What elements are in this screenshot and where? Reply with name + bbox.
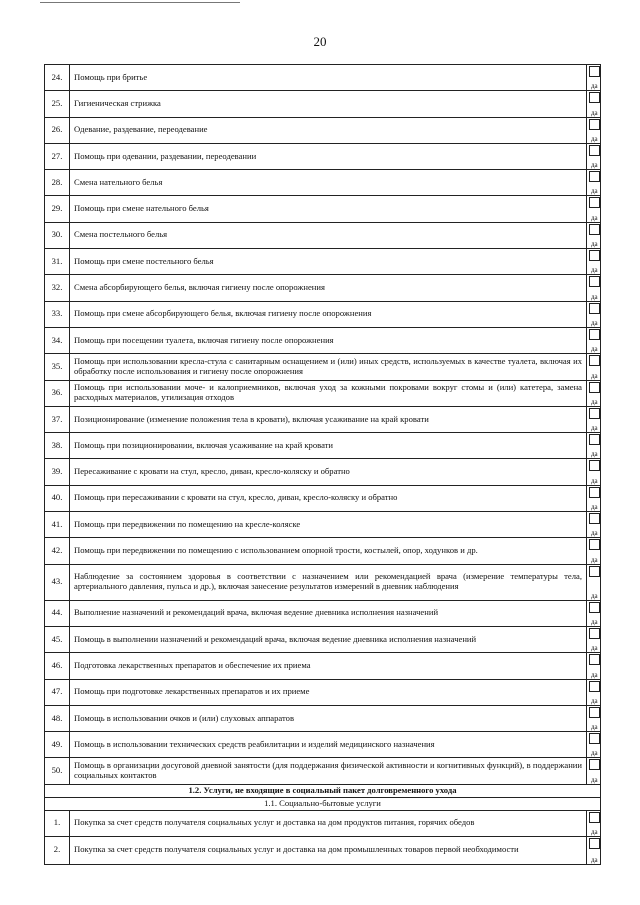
- checkbox-label: да: [591, 670, 598, 679]
- checkbox-cell: [587, 485, 601, 511]
- row-number: 30.: [45, 222, 70, 248]
- checkbox-cell: [587, 626, 601, 652]
- table-row: [45, 564, 601, 600]
- row-number: 42.: [45, 538, 70, 564]
- checkbox-cell: [587, 406, 601, 432]
- section-title: 1.2. Услуги, не входящие в социальный пакет долговременного ухода: [45, 784, 601, 797]
- table-row: [45, 538, 601, 564]
- row-number: 38.: [45, 433, 70, 459]
- checkbox-cell: [587, 249, 601, 275]
- yes-checkbox[interactable]: [589, 408, 600, 419]
- row-number: 1.: [45, 810, 70, 836]
- yes-checkbox[interactable]: [589, 276, 600, 287]
- checkbox-cell: [587, 810, 601, 836]
- table-row: [45, 65, 601, 91]
- checkbox-label: да: [591, 775, 598, 784]
- service-description: Смена нательного белья: [70, 170, 587, 196]
- yes-checkbox[interactable]: [589, 759, 600, 770]
- service-description: Наблюдение за состоянием здоровья в соответствии с назначением или рекомендацией врача (измерение температуры тела, артериального давления, пульса и др.), включая занесение результатов измерений в дневник наблюдения: [70, 564, 587, 600]
- checkbox-label: да: [591, 134, 598, 143]
- row-number: 43.: [45, 564, 70, 600]
- checkbox-label: да: [591, 591, 598, 600]
- checkbox-cell: [587, 653, 601, 679]
- checkbox-cell: [587, 564, 601, 600]
- checkbox-label: да: [591, 213, 598, 222]
- row-number: 46.: [45, 653, 70, 679]
- service-description: Подготовка лекарственных препаратов и обеспечение их приема: [70, 653, 587, 679]
- checkbox-label: да: [591, 450, 598, 459]
- checkbox-label: да: [591, 696, 598, 705]
- yes-checkbox[interactable]: [589, 812, 600, 823]
- table-row: [45, 327, 601, 353]
- checkbox-cell: [587, 679, 601, 705]
- row-number: 28.: [45, 170, 70, 196]
- checkbox-label: да: [591, 397, 598, 406]
- yes-checkbox[interactable]: [589, 197, 600, 208]
- top-rule: [40, 2, 240, 3]
- checkbox-cell: [587, 143, 601, 169]
- checkbox-cell: [587, 758, 601, 784]
- checkbox-label: да: [591, 345, 598, 354]
- service-description: Помощь при позиционировании, включая усаживание на край кровати: [70, 433, 587, 459]
- service-description: Одевание, раздевание, переодевание: [70, 117, 587, 143]
- checkbox-label: да: [591, 644, 598, 653]
- checkbox-cell: [587, 117, 601, 143]
- checkbox-cell: [587, 91, 601, 117]
- service-description: Покупка за счет средств получателя социальных услуг и доставка на дом продуктов питания, горячих обедов: [70, 810, 587, 836]
- checkbox-label: да: [591, 371, 598, 380]
- checkbox-label: да: [591, 503, 598, 512]
- yes-checkbox[interactable]: [589, 460, 600, 471]
- checkbox-cell: [587, 327, 601, 353]
- row-number: 49.: [45, 732, 70, 758]
- row-number: 35.: [45, 354, 70, 380]
- service-description: Покупка за счет средств получателя социальных услуг и доставка на дом промышленных товаров первой необходимости: [70, 836, 587, 864]
- yes-checkbox[interactable]: [589, 602, 600, 613]
- service-description: Помощь при одевании, раздевании, переодевании: [70, 143, 587, 169]
- subsection-header-row: [45, 797, 601, 810]
- checkbox-cell: [587, 600, 601, 626]
- table-row: [45, 459, 601, 485]
- row-number: 47.: [45, 679, 70, 705]
- checkbox-cell: [587, 354, 601, 380]
- table-row: [45, 836, 601, 864]
- service-description: Смена постельного белья: [70, 222, 587, 248]
- service-description: Помощь при смене абсорбирующего белья, включая гигиену после опорожнения: [70, 301, 587, 327]
- extra-services-body: [45, 810, 601, 864]
- checkbox-cell: [587, 538, 601, 564]
- table-row: [45, 485, 601, 511]
- yes-checkbox[interactable]: [589, 838, 600, 849]
- checkbox-label: да: [591, 749, 598, 758]
- row-number: 26.: [45, 117, 70, 143]
- yes-checkbox[interactable]: [589, 329, 600, 340]
- row-number: 29.: [45, 196, 70, 222]
- table-row: [45, 433, 601, 459]
- checkbox-cell: [587, 705, 601, 731]
- checkbox-label: да: [591, 292, 598, 301]
- row-number: 36.: [45, 380, 70, 406]
- table-row: [45, 222, 601, 248]
- yes-checkbox[interactable]: [589, 92, 600, 103]
- row-number: 32.: [45, 275, 70, 301]
- service-description: Помощь при использовании моче- и калоприемников, включая уход за кожными покровами вокруг стомы и (или) катетера, замена расходных материалов, утилизация отходов: [70, 380, 587, 406]
- service-description: Помощь при смене постельного белья: [70, 249, 587, 275]
- checkbox-label: да: [591, 827, 598, 836]
- row-number: 39.: [45, 459, 70, 485]
- row-number: 31.: [45, 249, 70, 275]
- table-row: [45, 249, 601, 275]
- checkbox-label: да: [591, 555, 598, 564]
- row-number: 45.: [45, 626, 70, 652]
- row-number: 37.: [45, 406, 70, 432]
- checkbox-cell: [587, 380, 601, 406]
- row-number: 33.: [45, 301, 70, 327]
- yes-checkbox[interactable]: [589, 707, 600, 718]
- checkbox-label: да: [591, 266, 598, 275]
- yes-checkbox[interactable]: [589, 513, 600, 524]
- checkbox-label: да: [591, 240, 598, 249]
- checkbox-label: да: [591, 424, 598, 433]
- table-row: [45, 653, 601, 679]
- service-description: Смена абсорбирующего белья, включая гигиену после опорожнения: [70, 275, 587, 301]
- checkbox-label: да: [591, 161, 598, 170]
- services-table: [44, 64, 601, 865]
- row-number: 50.: [45, 758, 70, 784]
- yes-checkbox[interactable]: [589, 303, 600, 314]
- checkbox-cell: [587, 275, 601, 301]
- checkbox-cell: [587, 196, 601, 222]
- row-number: 27.: [45, 143, 70, 169]
- checkbox-cell: [587, 512, 601, 538]
- table-row: [45, 758, 601, 784]
- table-row: [45, 354, 601, 380]
- service-description: Помощь в использовании очков и (или) слуховых аппаратов: [70, 705, 587, 731]
- row-number: 2.: [45, 836, 70, 864]
- checkbox-label: да: [591, 476, 598, 485]
- yes-checkbox[interactable]: [589, 224, 600, 235]
- service-description: Помощь при передвижении по помещению на кресле-коляске: [70, 512, 587, 538]
- table-row: [45, 196, 601, 222]
- service-description: Гигиеническая стрижка: [70, 91, 587, 117]
- yes-checkbox[interactable]: [589, 66, 600, 77]
- checkbox-cell: [587, 222, 601, 248]
- yes-checkbox[interactable]: [589, 171, 600, 182]
- service-description: Пересаживание с кровати на стул, кресло, диван, кресло-коляску и обратно: [70, 459, 587, 485]
- checkbox-label: да: [591, 529, 598, 538]
- subsection-title: 1.1. Социально-бытовые услуги: [45, 797, 601, 810]
- checkbox-cell: [587, 732, 601, 758]
- row-number: 41.: [45, 512, 70, 538]
- checkbox-label: да: [591, 318, 598, 327]
- checkbox-cell: [587, 459, 601, 485]
- service-description: Помощь при передвижении по помещению с использованием опорной трости, костылей, опор, ходунков и др.: [70, 538, 587, 564]
- yes-checkbox[interactable]: [589, 628, 600, 639]
- yes-checkbox[interactable]: [589, 681, 600, 692]
- table-row: [45, 117, 601, 143]
- service-description: Помощь при бритье: [70, 65, 587, 91]
- table-row: [45, 626, 601, 652]
- table-row: [45, 275, 601, 301]
- service-description: Помощь при использовании кресла-стула с санитарным оснащением и (или) иных средств, используемых в качестве туалета, включая их обработку после использования и гигиену после опорожнения: [70, 354, 587, 380]
- checkbox-cell: [587, 170, 601, 196]
- table-row: [45, 732, 601, 758]
- checkbox-label: да: [591, 723, 598, 732]
- row-number: 40.: [45, 485, 70, 511]
- yes-checkbox[interactable]: [589, 434, 600, 445]
- yes-checkbox[interactable]: [589, 539, 600, 550]
- checkbox-label: да: [591, 617, 598, 626]
- table-row: [45, 600, 601, 626]
- checkbox-label: да: [591, 855, 598, 864]
- table-row: [45, 143, 601, 169]
- yes-checkbox[interactable]: [589, 654, 600, 665]
- table-row: [45, 170, 601, 196]
- yes-checkbox[interactable]: [589, 145, 600, 156]
- table-row: [45, 406, 601, 432]
- row-number: 24.: [45, 65, 70, 91]
- table-row: [45, 380, 601, 406]
- table-row: [45, 810, 601, 836]
- service-description: Помощь при подготовке лекарственных препаратов и их приеме: [70, 679, 587, 705]
- table-row: [45, 91, 601, 117]
- yes-checkbox[interactable]: [589, 487, 600, 498]
- row-number: 34.: [45, 327, 70, 353]
- table-row: [45, 679, 601, 705]
- service-description: Помощь в выполнении назначений и рекомендаций врача, включая ведение дневника исполнения назначений: [70, 626, 587, 652]
- checkbox-label: да: [591, 187, 598, 196]
- row-number: 44.: [45, 600, 70, 626]
- page-number: 20: [313, 34, 327, 49]
- checkbox-cell: [587, 65, 601, 91]
- row-number: 48.: [45, 705, 70, 731]
- service-description: Помощь в использовании технических средств реабилитации и изделий медицинского назначения: [70, 732, 587, 758]
- yes-checkbox[interactable]: [589, 566, 600, 577]
- yes-checkbox[interactable]: [589, 382, 600, 393]
- checkbox-label: да: [591, 108, 598, 117]
- service-description: Помощь при посещении туалета, включая гигиену после опорожнения: [70, 327, 587, 353]
- table-row: [45, 705, 601, 731]
- checkbox-label: да: [591, 82, 598, 91]
- table-row: [45, 301, 601, 327]
- service-description: Выполнение назначений и рекомендаций врача, включая ведение дневника исполнения назначений: [70, 600, 587, 626]
- table-row: [45, 512, 601, 538]
- service-description: Помощь при пересаживании с кровати на стул, кресло, диван, кресло-коляску и обратно: [70, 485, 587, 511]
- yes-checkbox[interactable]: [589, 355, 600, 366]
- services-table-body: [45, 65, 601, 785]
- checkbox-cell: [587, 836, 601, 864]
- yes-checkbox[interactable]: [589, 250, 600, 261]
- yes-checkbox[interactable]: [589, 119, 600, 130]
- service-description: Позиционирование (изменение положения тела в кровати), включая усаживание на край кровати: [70, 406, 587, 432]
- service-description: Помощь при смене нательного белья: [70, 196, 587, 222]
- section-header-row: [45, 784, 601, 797]
- row-number: 25.: [45, 91, 70, 117]
- checkbox-cell: [587, 433, 601, 459]
- checkbox-cell: [587, 301, 601, 327]
- yes-checkbox[interactable]: [589, 733, 600, 744]
- service-description: Помощь в организации досуговой дневной занятости (для поддержания физической активности и когнитивных функций), в поддержании социальных контактов: [70, 758, 587, 784]
